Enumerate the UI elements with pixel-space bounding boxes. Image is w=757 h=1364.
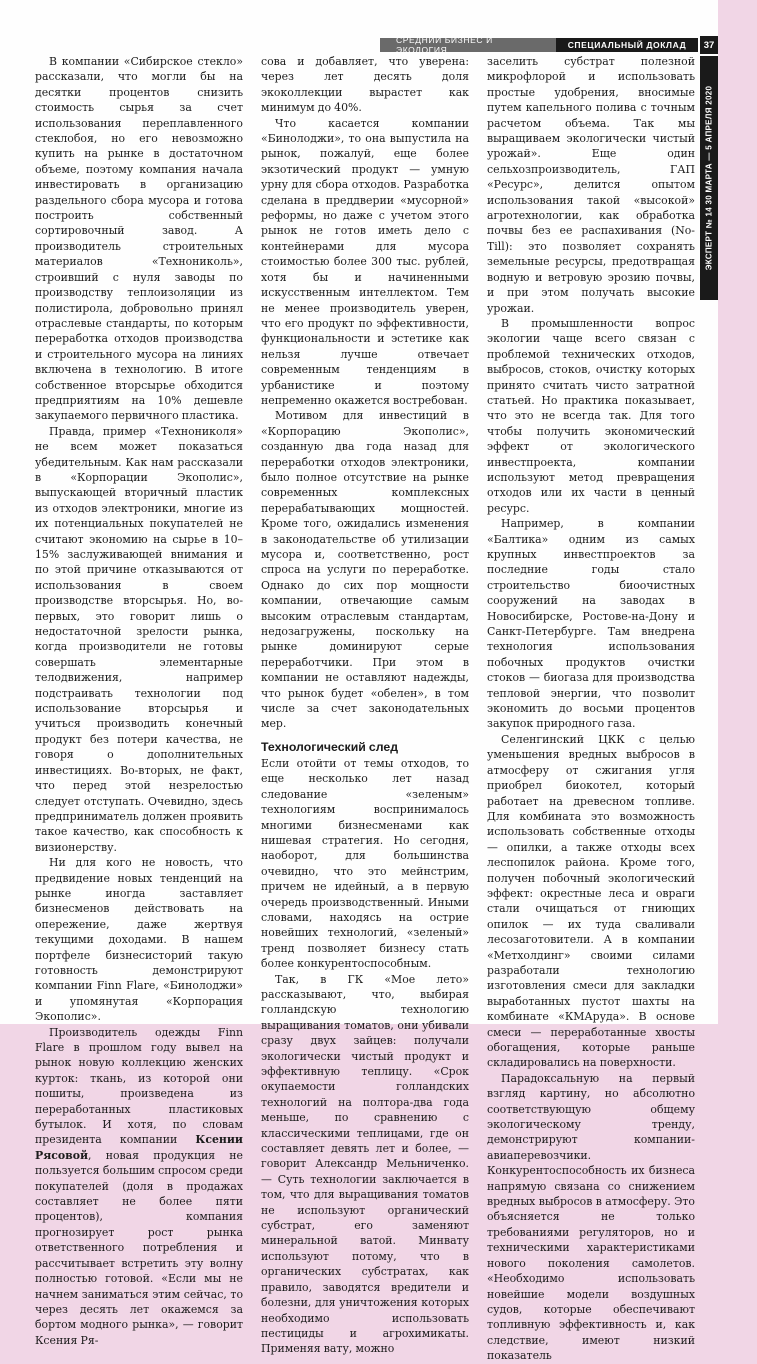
paragraph: заселить субстрат полезной микрофлорой и использовать простые удобрения, вносимые путем капельного полива с точным расчетом объема. Так мы выращиваем экологически чистый урожай». Еще один сельхозпроизводитель, ГАП «Ресурс», делится опытом использования такой «высокой» агротехнологии, как обработка почвы без ее распахивания (No-Till): это позволяет сохранять земельные ресурсы, предотвращая водную и ветровую эрозию почвы, и при этом получать высокие урожаи. [487,55,695,315]
paragraph: Например, в компании «Балтика» одним из самых крупных инвестпроектов за последние годы стало строительство биоочистных сооружений на заводах в Новосибирске, Ростове-на-Дону и Санкт-Петербурге. Там внедрена технология использования побочных продуктов очистки стоков — биогаза для производства тепловой энергии, что позволит экономить до восьми процентов закупок природного газа. [487,517,695,731]
page-number: 37 [700,36,718,54]
paragraph: Что касается компании «Бинолоджи», то она выпустила на рынок, пожалуй, еще более экзотический продукт — умную урну для сбора отходов. Разработка сделана в преддверии «мусорной» реформы, но даже с учетом этого рынок не готов иметь дело с контейнерами для мусора стоимостью более 300 тыс. рублей, хотя бы и начиненными искусственным интеллектом. Тем не менее производитель уверен, что его продукт по эффективности, функциональности и эстетике как нельзя лучше отвечает современным тенденциям в урбанистике и поэтому непременно окажется востребован. [261,116,469,407]
paragraph: В промышленности вопрос экологии чаще всего связан с проблемой технических отходов, выбросов, стоков, очистку которых принято считать чисто затратной статьей. Но практика показывает, что это не всегда так. Для того чтобы получить экономический эффект от экологического инвестпроекта, компании используют метод превращения отходов или их части в ценный ресурс. [487,316,695,515]
article-column-1 [35,54,243,1347]
header-report-label: СПЕЦИАЛЬНЫЙ ДОКЛАД [556,38,698,52]
paragraph: Мотивом для инвестиций в «Корпорацию Экополис», созданную два года назад для переработки отходов электроники, было полное отсутствие на рынке современных комплексных перерабатывающих мощностей. Кроме того, ожидались изменения в законодательстве об утилизации мусора и, соответственно, рост спроса на услуги по переработке. Однако до сих пор мощности компании, отвечающие самым высоким отраслевым стандартам, недозагружены, поскольку на рынке доминируют серые переработчики. При этом в компании не оставляют надежды, что рынок будет «обелен», в том числе за счет законодательных мер. [261,409,469,731]
paragraph: Селенгинский ЦКК с целью уменьшения вредных выбросов в атмосферу от сжигания угля приобрел биокотел, который работает на древесном топливе. Для комбината это возможность использовать собственные отходы — опилки, а также отходы всех леспопилок района. Кроме того, получен побочный экологический эффект: окрестные леса и овраги стали очищаться от гниющих опилок — их туда сваливали лесозаготовители. А в компании «Метхолдинг» своими силами разработали технологию изготовления смеси для закладки выработанных пустот шахты на комбинате «КМАруда». В основе смеси — переработанные хвосты обогащения, которые раньше складировались на поверхности. [487,732,695,1070]
paragraph: В компании «Сибирское стекло» рассказали, что могли бы на десятки процентов снизить стоимость сырья за счет использования переплавленного стеклобоя, но его невозможно купить на рынке в достаточном объеме, поэтому компания начала инвестировать в организацию раздельного сбора мусора и готова построить собственный сортировочный завод. А производитель строительных материалов «Технониколь», строивший с нуля заводы по производству теплоизоляции из полистирола, добровольно принял отраслевые стандарты, по которым переработка отходов производства и строительного мусора на линиях включена в технологию. В итоге собственное вторсырье обходится предприятиям на 10% дешевле закупаемого первичного пластика. [35,55,243,423]
paragraph [35,1025,243,1349]
section-heading: Технологический след [261,739,399,754]
header-section-label: СРЕДНИЙ БИЗНЕС И ЭКОЛОГИЯ [380,38,556,52]
running-header [380,35,698,55]
paragraph: Так, в ГК «Мое лето» рассказывают, что, выбирая голландскую технологию выращивания томатов, они убивали сразу двух зайцев: получали экологически чистый продукт и эффективную теплицу. «Срок окупаемости голландских технологий на полтора-два года меньше, по сравнению с классическими теплицами, где он составляет девять лет и более, — говорит Александр Мельниченко. — Суть технологии заключается в том, что для выращивания томатов не используют органический субстрат, его заменяют минеральной ватой. Минвату используют потому, что в органических субстратах, как правило, заводятся вредители и болезни, для уничтожения которых необходимо использовать пестициды и агрохимикаты. Применяя вату, можно [261,972,469,1356]
text-run: , новая продукция не пользуется большим спросом среди покупателей (доля в продажах составляет не более пяти процентов), компания прогнозирует рост рынка ответственного потребления и рассчитывает встретить эту волну полностью готовой. «Если мы не начнем заниматься этим сейчас, то через десять лет окажемся за бортом модного рынка», — говорит Ксения Ря- [35,1148,243,1347]
article-column-2 [261,54,469,1356]
paragraph: сова и добавляет, что уверена: через лет десять доля экоколлекции вырастет как минимум до 40%. [261,55,469,115]
paragraph: Парадоксальную на первый взгляд картину, но абсолютно соответствующую общему экологическому тренду, демонстрируют компании-авиаперевозчики. Конкурентоспособность их бизнеса напрямую связана со снижением вредных выбросов в атмосферу. Это объясняется не только требованиями регуляторов, но и техническими характеристиками нового поколения самолетов. «Необходимо использовать новейшие модели воздушных судов, которые обеспечивают топливную эффективность и, как следствие, имеют низкий показатель [487,1071,695,1363]
text-run: Производитель одежды Finn Flare в прошлом году вывел на рынок новую коллекцию женских курток: ткань, из которой они пошиты, произведена из переработанных пластиковых бутылок. И хотя, по словам президента компании [35,1025,243,1147]
article-column-3 [487,54,695,1363]
person-name: Ксении Рясовой [35,1133,243,1162]
paragraph: Ни для кого не новость, что предвидение новых тенденций на рынке иногда заставляет бизнесменов действовать на опережение, даже жертвуя текущими доходами. В нашем портфеле бизнесисторий такую готовность демонстрируют компании Finn Flare, «Бинолоджи» и упомянутая «Корпорация Экополис». [35,856,243,1024]
issue-label: ЭКСПЕРТ № 14 30 МАРТА — 5 АПРЕЛЯ 2020 [704,85,714,271]
paragraph: Правда, пример «Технониколя» не всем может показаться убедительным. Как нам рассказали в «Корпорации Экополис», выпускающей вторичный пластик из отходов электроники, многие из их потенциальных покупателей не считают экономию на сырье в 10–15% заслуживающей внимания и по этой причине отказываются от использования в своем производстве вторсырья. Но, во-первых, это говорит лишь о недостаточной зрелости рынка, когда производители не готовы совершать элементарные телодвижения, например подстраивать технологии под использование вторсырья и учиться производить конечный продукт без потери качества, не говоря о дополнительных инвестициях. Во-вторых, не факт, что перед этой незрелостью следует отступать. Очевидно, здесь предприниматель должен проявить такое качество, как способность к визионерству. [35,424,243,854]
paragraph: Если отойти от темы отходов, то еще несколько лет назад следование «зеленым» технологиям воспринималось многими бизнесменами как нишевая стратегия. Но сегодня, наоборот, для большинства очевидно, что это мейнстрим, причем не идейный, а в первую очередь производственный. Иными словами, находясь на острие новейших технологий, «зеленый» тренд позволяет бизнесу стать более конкурентоспособным. [261,756,469,971]
article-body [35,54,695,1363]
